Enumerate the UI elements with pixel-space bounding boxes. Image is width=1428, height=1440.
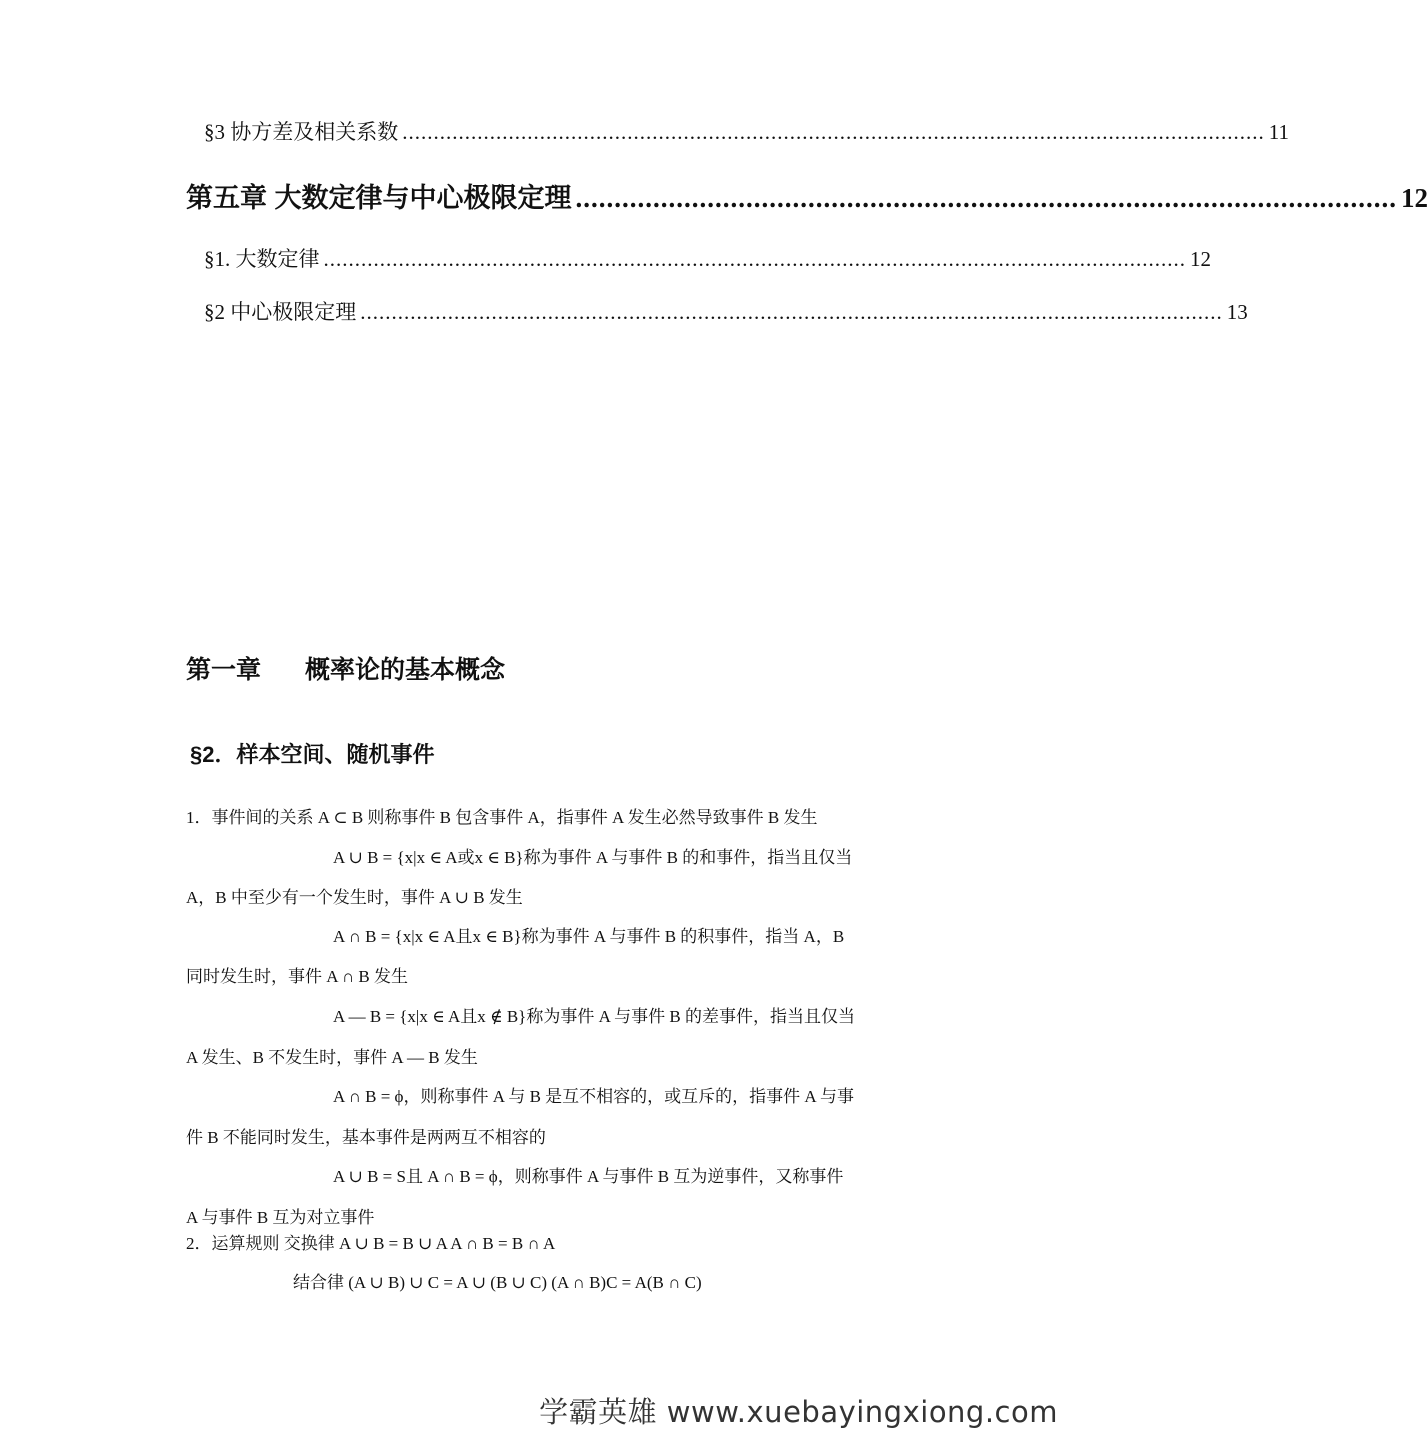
chapter-number: 第一章: [186, 656, 262, 684]
toc-leader-dots: ..........................................................................................................: [575, 183, 1398, 213]
toc-entry-label: 第五章 大数定律与中心极限定理: [186, 183, 572, 213]
toc-entry-label: §1. 大数定律: [204, 247, 320, 271]
formula-intersection: A ∩ B = {x|x ∈ A且x ∈ B}称为事件 A 与事件 B 的积事件，指当 A，B: [333, 927, 845, 946]
body-line-commutative: 2．运算规则 交换律 A ∪ B = B ∪ A A ∩ B = B ∩ A: [186, 1234, 556, 1253]
toc-leader-dots: ..........................................................................................................................................: [360, 300, 1223, 324]
toc-entry-label: §3 协方差及相关系数: [204, 120, 399, 144]
toc-entry-label: §2 中心极限定理: [204, 300, 357, 324]
formula-complement: A ∪ B = S且 A ∩ B = ϕ，则称事件 A 与事件 B 互为逆事件，又称事件: [333, 1167, 844, 1186]
toc-entry-chapter-five[interactable]: [186, 176, 1428, 215]
toc-entry-page: 11: [1268, 120, 1289, 144]
chapter-title: [186, 650, 505, 686]
body-line-relations: 1．事件间的关系 A ⊂ B 则称事件 B 包含事件 A，指事件 A 发生必然导致事件 B 发生: [186, 808, 818, 827]
toc-entry-covariance[interactable]: [204, 116, 1289, 146]
formula-union: A ∪ B = {x|x ∈ A或x ∈ B}称为事件 A 与事件 B 的和事件，指当且仅当: [333, 848, 853, 867]
toc-entry-page: 13: [1226, 300, 1248, 324]
toc-entry-law-of-large-numbers[interactable]: [204, 243, 1211, 273]
formula-associative: 结合律 (A ∪ B) ∪ C = A ∪ (B ∪ C) (A ∩ B)C = A(B ∩ C): [293, 1273, 702, 1292]
formula-difference: A — B = {x|x ∈ A且x ∉ B}称为事件 A 与事件 B 的差事件，指当且仅当: [333, 1007, 856, 1026]
body-line-difference-desc: A 发生、B 不发生时，事件 A — B 发生: [186, 1048, 478, 1067]
section-title: §2．样本空间、随机事件: [190, 742, 435, 767]
body-line-complement-desc: A 与事件 B 互为对立事件: [186, 1208, 375, 1227]
chapter-name: 概率论的基本概念: [305, 656, 506, 684]
body-line-union-desc: A，B 中至少有一个发生时，事件 A ∪ B 发生: [186, 888, 523, 907]
toc-entry-page: 12: [1401, 183, 1428, 213]
toc-leader-dots: ..........................................................................................................................................: [402, 120, 1265, 144]
body-line-intersection-desc: 同时发生时，事件 A ∩ B 发生: [186, 967, 408, 986]
watermark: 学霸英雄 www.xuebayingxiong.com: [539, 1395, 1058, 1429]
toc-entry-central-limit-theorem[interactable]: [204, 296, 1248, 326]
toc-leader-dots: ..........................................................................................................................................: [323, 247, 1186, 271]
formula-mutually-exclusive: A ∩ B = ϕ，则称事件 A 与 B 是互不相容的，或互斥的，指事件 A 与事: [333, 1087, 855, 1106]
toc-entry-page: 12: [1190, 247, 1211, 271]
body-line-exclusive-desc: 件 B 不能同时发生，基本事件是两两互不相容的: [186, 1128, 546, 1147]
